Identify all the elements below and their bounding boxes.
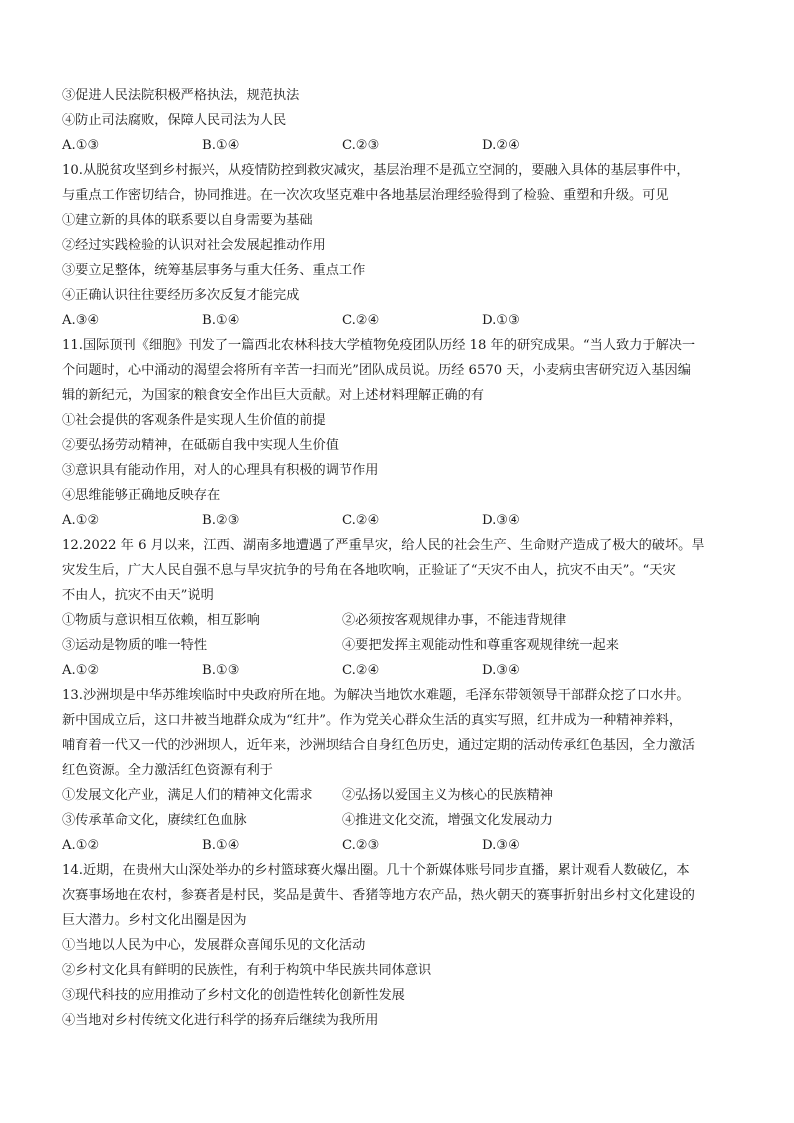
q11-answer-c[interactable]: C.②④ [342, 513, 380, 528]
q11-option-3: ③意识具有能动作用，对人的心理具有积极的调节作用 [62, 463, 379, 478]
q13-options-row [62, 813, 734, 829]
q12-stem [62, 538, 734, 604]
q13-stem-line: 13.沙洲坝是中华苏维埃临时中央政府所在地。为解决当地饮水难题，毛泽东带领领导干部群众挖了口水井。 [62, 688, 690, 703]
q12-answer-c[interactable]: C.②④ [342, 663, 380, 678]
q13-option-2: ②弘扬以爱国主义为核心的民族精神 [342, 788, 553, 803]
q11-stem-line: 辑的新纪元，为国家的粮食安全作出巨大贡献。对上述材料理解正确的有 [62, 388, 484, 403]
q12-option-1: ①物质与意识相互依赖，相互影响 [62, 613, 260, 628]
q14-option-2: ②乡村文化具有鲜明的民族性，有利于构筑中华民族共同体意识 [62, 963, 432, 978]
exam-page [62, 88, 734, 1038]
q13-answer-a[interactable]: A.①② [62, 838, 100, 853]
q14-option-1: ①当地以人民为中心，发展群众喜闻乐见的文化活动 [62, 938, 366, 953]
q11-option-1: ①社会提供的客观条件是实现人生价值的前提 [62, 413, 326, 428]
q13-stem [62, 688, 734, 779]
q11-stem-line: 个问题时，心中涌动的渴望会将所有辛苦一扫而光”团队成员说。历经 6570 天，小麦病虫害研究迈入基因编 [62, 363, 691, 378]
q10-answer-c[interactable]: C.②④ [342, 313, 380, 328]
q9-answer-d[interactable]: D.②④ [482, 138, 520, 153]
q13-stem-line: 哺育着一代又一代的沙洲坝人，近年来，沙洲坝结合自身红色历史，通过定期的活动传承红色基因，全力激活 [62, 738, 695, 753]
q13-answer-b[interactable]: B.①④ [202, 838, 240, 853]
q13-option-1: ①发展文化产业，满足人们的精神文化需求 [62, 788, 313, 803]
q11-stem [62, 338, 734, 404]
q13-option-4: ④推进文化交流，增强文化发展动力 [342, 813, 553, 828]
q13-stem-line: 新中国成立后，这口井被当地群众成为“红井”。作为党关心群众生活的真实写照，红井成为一种精神养料， [62, 713, 683, 728]
q12-options-row [62, 638, 734, 654]
q12-option-2: ②必须按客观规律办事，不能违背规律 [342, 613, 567, 628]
q10-answer-b[interactable]: B.①④ [202, 313, 240, 328]
q11-answer-d[interactable]: D.③④ [482, 513, 520, 528]
q11-answers [62, 513, 734, 529]
q10-stem-line: 10.从脱贫攻坚到乡村振兴，从疫情防控到救灾减灾，基层治理不是孤立空洞的，要融入具体的基层事件中， [62, 163, 690, 178]
q9-option-3: ③促进人民法院积极严格执法，规范执法 [62, 88, 300, 103]
q9-answer-b[interactable]: B.①④ [202, 138, 240, 153]
q11-answer-a[interactable]: A.①② [62, 513, 100, 528]
q12-answer-d[interactable]: D.③④ [482, 663, 520, 678]
q10-option-1: ①建立新的具体的联系要以自身需要为基础 [62, 213, 313, 228]
q13-stem-line: 红色资源。全力激活红色资源有利于 [62, 763, 273, 778]
q11-stem-line: 11.国际顶刊《细胞》刊发了一篇西北农林科技大学植物免疫团队历经 18 年的研究成果。“当人致力于解决一 [62, 338, 696, 353]
q13-option-3: ③传承革命文化，赓续红色血脉 [62, 813, 247, 828]
q14-option-4: ④当地对乡村传统文化进行科学的扬弃后继续为我所用 [62, 1013, 379, 1028]
q12-answer-a[interactable]: A.①② [62, 663, 100, 678]
q14-stem-line: 14.近期，在贵州大山深处举办的乡村篮球赛火爆出圈。几十个新媒体账号同步直播，累计观看人数破亿，本 [62, 863, 690, 878]
q12-option-3: ③运动是物质的唯一特性 [62, 638, 208, 653]
q9-answers [62, 138, 734, 154]
q12-answer-b[interactable]: B.①③ [202, 663, 240, 678]
q14-stem-line: 次赛事场地在农村，参赛者是村民，奖品是黄牛、香猪等地方农产品，热火朝天的赛事折射出乡村文化建设的 [62, 888, 695, 903]
q12-options-row [62, 613, 734, 629]
q12-answers [62, 663, 734, 679]
q10-stem-line: 与重点工作密切结合，协同推进。在一次次攻坚克难中各地基层治理经验得到了检验、重塑和升级。可见 [62, 188, 669, 203]
q13-answers [62, 838, 734, 854]
q9-answer-c[interactable]: C.②③ [342, 138, 380, 153]
q14-stem [62, 863, 734, 929]
q13-answer-c[interactable]: C.②③ [342, 838, 380, 853]
q10-answer-d[interactable]: D.①③ [482, 313, 520, 328]
q9-option-4: ④防止司法腐败，保障人民司法为人民 [62, 113, 287, 128]
q14-stem-line: 巨大潜力。乡村文化出圈是因为 [62, 913, 247, 928]
q11-option-4: ④思维能够正确地反映存在 [62, 488, 221, 503]
q11-answer-b[interactable]: B.②③ [202, 513, 240, 528]
q10-option-4: ④正确认识往往要经历多次反复才能完成 [62, 288, 300, 303]
q10-option-3: ③要立足整体，统筹基层事务与重大任务、重点工作 [62, 263, 366, 278]
q11-option-2: ②要弘扬劳动精神，在砥砺自我中实现人生价值 [62, 438, 339, 453]
q10-option-2: ②经过实践检验的认识对社会发展起推动作用 [62, 238, 326, 253]
q10-answer-a[interactable]: A.③④ [62, 313, 100, 328]
q12-option-4: ④要把发挥主观能动性和尊重客观规律统一起来 [342, 638, 619, 653]
q10-answers [62, 313, 734, 329]
q13-options-row [62, 788, 734, 804]
q12-stem-line: 灾发生后，广大人民自强不息与旱灾抗争的号角在各地吹响，正验证了“天灾不由人，抗灾不由天”。“天灾 [62, 563, 676, 578]
q14-option-3: ③现代科技的应用推动了乡村文化的创造性转化创新性发展 [62, 988, 405, 1003]
q10-stem [62, 163, 734, 204]
q12-stem-line: 12.2022 年 6 月以来，江西、湖南多地遭遇了严重旱灾，给人民的社会生产、生命财产造成了极大的破坏。旱 [62, 538, 705, 553]
q9-answer-a[interactable]: A.①③ [62, 138, 100, 153]
q12-stem-line: 不由人，抗灾不由天”说明 [62, 588, 214, 603]
q13-answer-d[interactable]: D.③④ [482, 838, 520, 853]
